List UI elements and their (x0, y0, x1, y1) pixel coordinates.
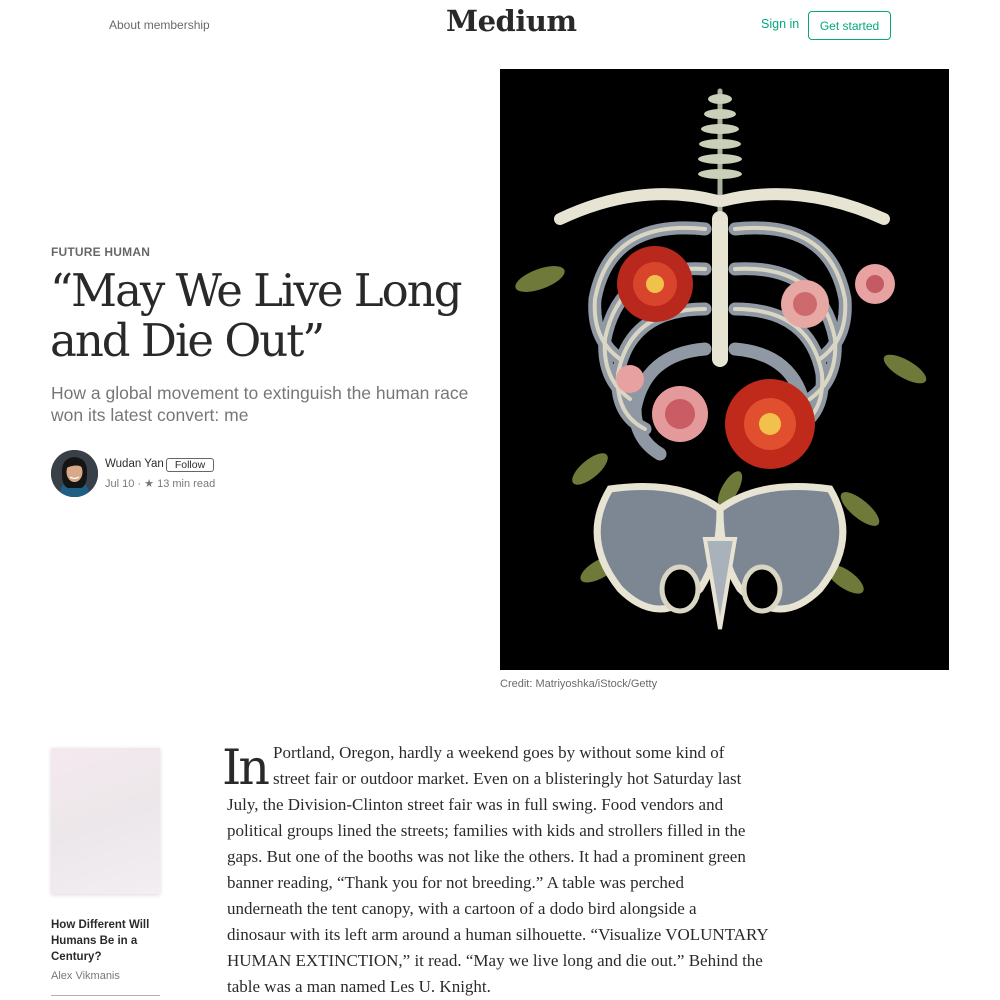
related-divider (51, 995, 160, 996)
article-meta (105, 477, 215, 490)
follow-label: Follow (174, 459, 206, 471)
related-title-line-3: Century? (51, 951, 102, 963)
body-line: gaps. But one of the booths was not like the others. It had a prominent green (227, 847, 746, 866)
article-title-line-2: and Die Out” (50, 314, 324, 367)
article-title (50, 266, 470, 366)
body-line: July, the Division-Clinton street fair was in full swing. Food vendors and (227, 795, 724, 814)
related-title-line-2: Humans Be in a (51, 935, 138, 947)
embroidered-ribcage-illustration (500, 69, 949, 670)
related-title-line-1: How Different Will (51, 919, 150, 931)
about-membership-link[interactable]: About membership (109, 18, 210, 32)
get-started-button[interactable] (808, 11, 891, 40)
article-subtitle (51, 382, 471, 426)
body-line: Portland, Oregon, hardly a weekend goes by without some kind of (273, 743, 725, 762)
follow-button[interactable] (166, 458, 214, 472)
article-subtitle-line-1: How a global movement to extinguish the human race (51, 383, 469, 403)
body-line: dinosaur with its left arm around a human silhouette. “Visualize VOLUNTARY (227, 925, 769, 944)
author-name-link[interactable]: Wudan Yan (105, 458, 164, 470)
article-body (227, 740, 787, 1000)
top-navigation-bar (0, 0, 1000, 52)
article-subtitle-line-2: won its latest convert: me (51, 405, 249, 425)
author-photo-icon (51, 450, 98, 497)
drop-cap: In (222, 739, 267, 796)
hero-image (500, 69, 949, 670)
medium-logo[interactable]: Medium (446, 4, 577, 38)
meta-separator: · (137, 478, 142, 490)
body-line: HUMAN EXTINCTION,” it read. “May we live long and die out.” Behind the (227, 951, 763, 970)
body-line: underneath the tent canopy, with a cartoon of a dodo bird alongside a (227, 899, 697, 918)
body-line: table was a man named Les U. Knight. (227, 977, 491, 996)
article-title-line-1: “May We Live Long (50, 264, 461, 317)
related-story-title[interactable] (51, 917, 166, 965)
get-started-label: Get started (819, 18, 880, 33)
article-kicker[interactable]: FUTURE HUMAN (51, 245, 151, 259)
author-avatar[interactable] (51, 450, 98, 497)
body-line: political groups lined the streets; families with kids and strollers filled in the (227, 821, 746, 840)
read-time: 13 min read (157, 478, 216, 490)
publish-date: Jul 10 (105, 478, 135, 490)
image-credit: Credit: Matriyoshka/iStock/Getty (500, 678, 658, 690)
body-line: banner reading, “Thank you for not breeding.” A table was perched (227, 873, 684, 892)
sign-in-link[interactable]: Sign in (761, 17, 800, 31)
related-story-author[interactable]: Alex Vikmanis (51, 970, 120, 982)
body-line: street fair or outdoor market. Even on a blisteringly hot Saturday last (273, 769, 742, 788)
related-story-image[interactable] (51, 748, 160, 894)
star-icon: ★ (144, 478, 155, 490)
